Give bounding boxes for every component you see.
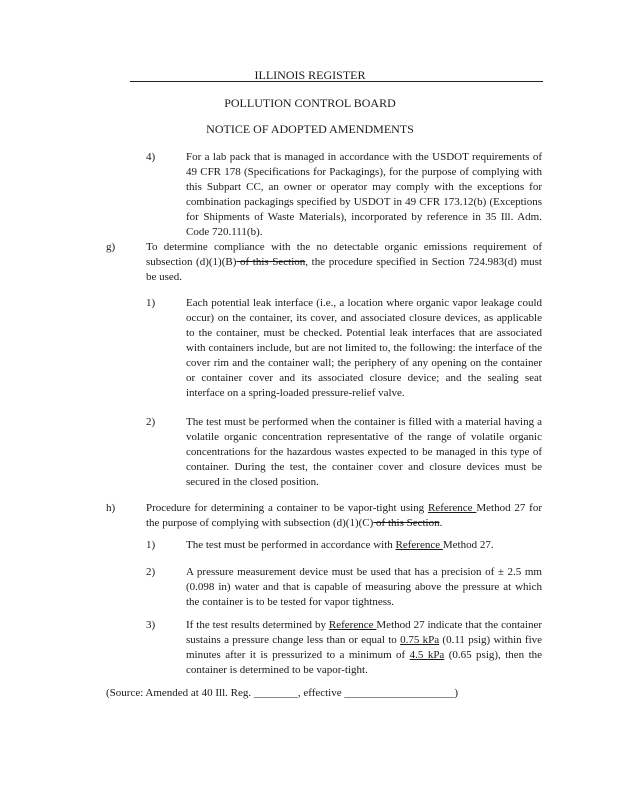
item-g1-label: 1) [146,297,156,309]
section-g-text [146,240,542,285]
section-h-struck: of this Section [373,517,440,529]
item-4-text: For a lab pack that is managed in accordance with the USDOT requirements of 49 CFR 178 (Specifications for Packagings), for the purpose of complying with this Subpart CC, an owner or operator may comply with the exceptions for combination packagings specified by USDOT in 49 CFR 173.12(b) (Exceptions for Shipments of Waste Materials), incorporated by reference in 35 Ill. Adm. Code 720.111(b). [186,151,542,238]
board-title: POLLUTION CONTROL BOARD [224,96,396,110]
item-h3-text-b: Method 27 indicate that the container sustains a pressure change less than or equal to [186,619,542,646]
source-text-a: (Source: Amended at 40 Ill. Reg. ________, effective [106,687,345,699]
section-g-text-b: , the procedure specified in Section 724.983(d) must be used. [146,256,542,283]
source-text-b: ) [454,687,459,699]
item-h2-label: 2) [146,566,156,578]
item-g2-label: 2) [146,416,156,428]
item-g1-text: Each potential leak interface (i.e., a location where organic vapor leakage could occur) on the container, its cover, and associated closure devices, as applicable to the container, must be checked. Potential leak interfaces that are associated with containers include, but are not limited to, the following: the interface of the cover rim and the container wall; the periphery of any opening on the container or container cover and its associated closure device; and the sealing seat interface on a spring-loaded pressure-relief valve. [186,297,542,399]
item-h1-reference: Reference [395,539,443,551]
item-h2-text: A pressure measurement device must be used that has a precision of ± 2.5 mm (0.098 in) water and that is capable of measuring above the pressure at which the container is to be tested for vapor tightness. [186,566,542,608]
section-g-struck: of this Section [236,256,306,268]
notice-title: NOTICE OF ADOPTED AMENDMENTS [206,122,414,136]
section-h-text [146,501,542,531]
section-g-text-a: To determine compliance with the no detectable organic emissions requirement of subsection (d)(1)(B) [146,241,542,268]
section-h-reference: Reference [427,502,477,514]
section-g-label: g) [106,241,116,253]
section-h-text-b: Method 27 for the purpose of complying with subsection (d)(1)(C) [146,502,542,529]
item-h1-text-a: The test must be performed in accordance with [186,539,396,551]
header-rule [130,81,543,82]
section-h-text-c: . [439,517,443,529]
item-h3-unit-1: kPa [422,634,440,646]
register-title: ILLINOIS REGISTER [254,68,366,82]
source-effective-blank: ____________________ [344,687,455,699]
section-h-label: h) [106,502,116,514]
section-h-text-a: Procedure for determining a container to be vapor-tight using [146,502,428,514]
item-h3-unit-2: kPa [427,649,445,661]
item-h1-label: 1) [146,539,156,551]
item-h1-text-b: Method 27. [442,539,494,551]
item-h3-label: 3) [146,619,156,631]
item-h3-text [186,618,542,678]
item-4-label: 4) [146,151,156,163]
item-h3-value-2: 4.5 [409,649,428,661]
item-h3-value-1: 0.75 [400,634,423,646]
item-h3-reference: Reference [328,619,377,631]
item-h3-text-a: If the test results determined by [186,619,329,631]
item-h1-text [186,538,542,553]
item-h3-text-d: (0.65 psig), then the container is determined to be vapor-tight. [186,649,543,676]
item-h3-text-c: (0.11 psig) within five minutes after it is pressurized to a minimum of [186,634,543,661]
item-g2-text: The test must be performed when the container is filled with a material having a volatile organic concentration representative of the range of volatile organic concentrations for the hazardous wastes expected to be managed in this type of container. During the test, the container cover and closure devices must be secured in the closed position. [186,416,542,488]
source-note [106,686,542,701]
